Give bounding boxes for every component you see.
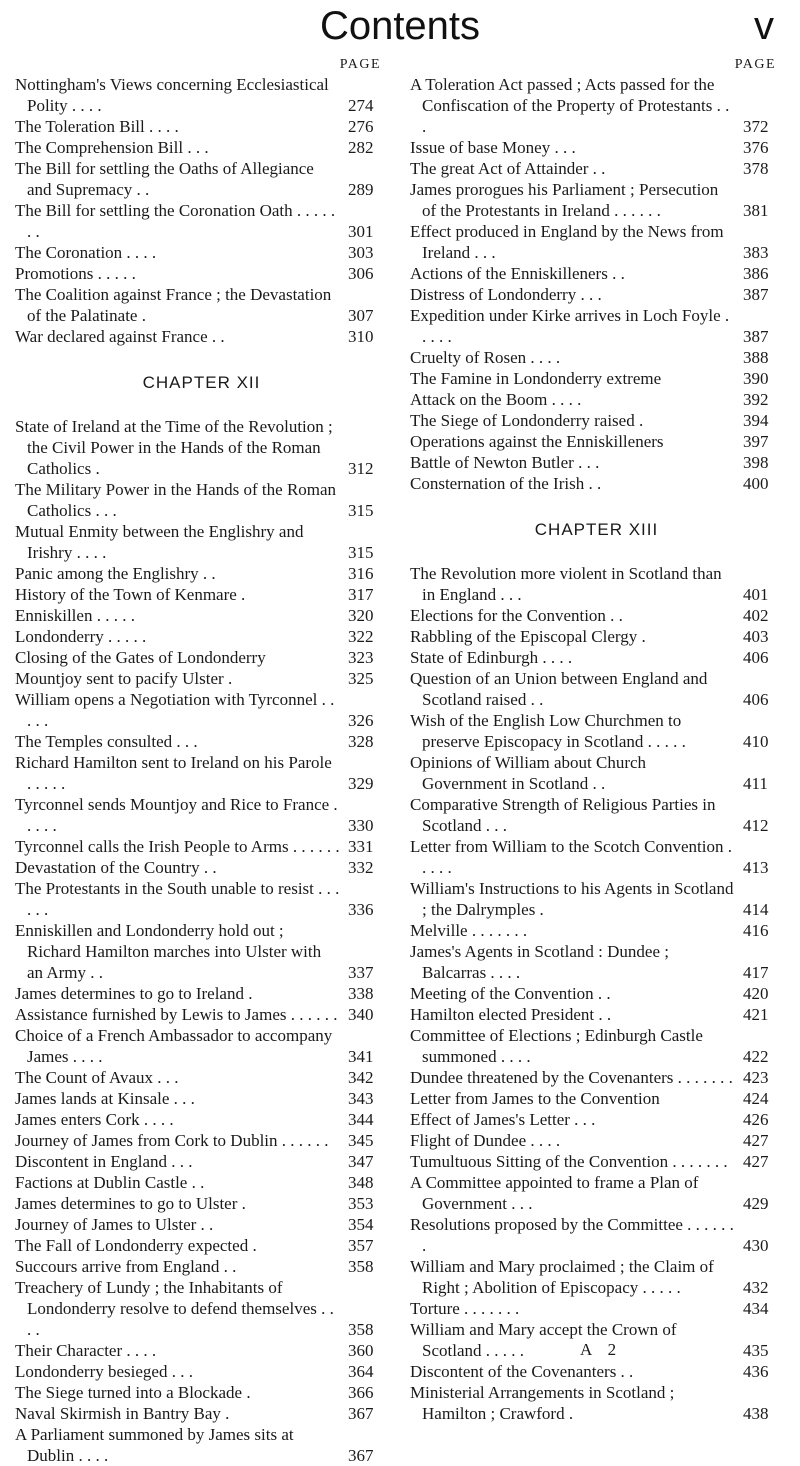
- toc-entry: [15, 794, 388, 836]
- toc-entry-title: Question of an Union between England and Scotland raised . .: [410, 669, 708, 709]
- chapter-xiii-entries: [410, 563, 783, 1424]
- toc-entry-title: The Coalition against France ; the Devastation of the Palatinate .: [15, 285, 332, 325]
- toc-entry: [410, 1025, 783, 1067]
- page-title: Contents: [319, 4, 481, 48]
- toc-entry-page: 378: [743, 159, 769, 178]
- toc-entry: [410, 836, 783, 878]
- toc-entry: [15, 647, 388, 668]
- toc-entry-page: 274: [348, 96, 374, 115]
- toc-entry: [410, 347, 783, 368]
- toc-entry: [15, 1340, 388, 1361]
- toc-entry-title: Dundee threatened by the Covenanters . . . . . . .: [410, 1068, 733, 1087]
- toc-entry-page: 338: [348, 984, 374, 1003]
- toc-entry-page: 376: [743, 138, 769, 157]
- toc-entry: [15, 668, 388, 689]
- toc-entry: [15, 116, 388, 137]
- toc-entry: [410, 647, 783, 668]
- toc-entry: [15, 1172, 388, 1193]
- toc-entry-title: Tyrconnel sends Mountjoy and Rice to France . . . . .: [15, 795, 338, 835]
- signature-mark: A 2: [580, 1340, 623, 1359]
- running-head: [0, 2, 800, 50]
- toc-entry-title: Tumultuous Sitting of the Convention . . . . . . .: [410, 1152, 728, 1171]
- toc-entry: [410, 563, 783, 605]
- chapter-heading-xiii: CHAPTER XIII: [534, 520, 659, 539]
- toc-entry-page: 387: [743, 327, 769, 346]
- toc-entry-page: 410: [743, 732, 769, 751]
- toc-entry-page: 366: [348, 1383, 374, 1402]
- toc-entry: [15, 584, 388, 605]
- toc-entry: [15, 1403, 388, 1424]
- toc-entry-page: 387: [743, 285, 769, 304]
- toc-entry: [410, 1130, 783, 1151]
- toc-entry-title: Effect produced in England by the News from Ireland . . .: [410, 222, 724, 262]
- toc-entry-title: Torture . . . . . . .: [410, 1299, 520, 1318]
- toc-entry: [410, 1361, 783, 1382]
- toc-entry: [15, 689, 388, 731]
- toc-entry-title: Devastation of the Country . .: [15, 858, 217, 877]
- toc-entry: [410, 878, 783, 920]
- toc-entry-page: 434: [743, 1299, 769, 1318]
- toc-entry-page: 315: [348, 543, 374, 562]
- toc-entry-title: Rabbling of the Episcopal Clergy .: [410, 627, 646, 646]
- toc-entry: [15, 563, 388, 584]
- toc-entry-title: William and Mary proclaimed ; the Claim of Right ; Abolition of Episcopacy . . . . .: [410, 1257, 714, 1297]
- toc-entry-title: Naval Skirmish in Bantry Bay .: [15, 1404, 230, 1423]
- toc-entry: [410, 1214, 783, 1256]
- toc-entry-title: Richard Hamilton sent to Ireland on his Parole . . . . .: [15, 753, 332, 793]
- toc-entry-title: Flight of Dundee . . . .: [410, 1131, 561, 1150]
- chapter-heading-xii: CHAPTER XII: [142, 373, 261, 392]
- toc-entry-title: James determines to go to Ireland .: [15, 984, 253, 1003]
- toc-entry-page: 417: [743, 963, 769, 982]
- toc-entry: [410, 1172, 783, 1214]
- toc-entry-title: Meeting of the Convention . .: [410, 984, 611, 1003]
- toc-entry: [410, 1109, 783, 1130]
- toc-entry-title: Nottingham's Views concerning Ecclesiastical Polity . . . .: [15, 75, 329, 115]
- toc-entry-page: 398: [743, 453, 769, 472]
- toc-entry: [15, 416, 388, 479]
- toc-entry: [410, 668, 783, 710]
- toc-entry: [410, 137, 783, 158]
- toc-entry-title: The Comprehension Bill . . .: [15, 138, 209, 157]
- toc-entry-page: 432: [743, 1278, 769, 1297]
- toc-entry-title: James prorogues his Parliament ; Persecution of the Protestants in Ireland . . . . . .: [410, 180, 719, 220]
- toc-entry-title: Distress of Londonderry . . .: [410, 285, 602, 304]
- page-column-label: PAGE: [734, 57, 776, 72]
- toc-entry: [410, 605, 783, 626]
- toc-entry-title: Tyrconnel calls the Irish People to Arms . . . . . .: [15, 837, 340, 856]
- toc-entry-title: The Bill for settling the Coronation Oath . . . . . . .: [15, 201, 336, 241]
- toc-entry-page: 438: [743, 1404, 769, 1423]
- toc-entry: [410, 1382, 783, 1424]
- toc-entry-title: Enniskillen . . . . .: [15, 606, 135, 625]
- toc-entry-page: 430: [743, 1236, 769, 1255]
- toc-entry-page: 312: [348, 459, 374, 478]
- toc-entry-page: 411: [743, 774, 768, 793]
- toc-entry-title: Choice of a French Ambassador to accompany James . . . .: [15, 1026, 333, 1066]
- toc-entry-page: 406: [743, 690, 769, 709]
- toc-entry-page: 353: [348, 1194, 374, 1213]
- toc-entry-page: 320: [348, 606, 374, 625]
- toc-entry-title: Resolutions proposed by the Committee . . . . . . .: [410, 1215, 734, 1255]
- toc-entry: [15, 1361, 388, 1382]
- toc-entry-title: Elections for the Convention . .: [410, 606, 623, 625]
- toc-entry-page: 307: [348, 306, 374, 325]
- toc-entry-page: 364: [348, 1362, 374, 1381]
- toc-entry-title: Operations against the Enniskilleners: [410, 432, 664, 451]
- toc-entry: [410, 221, 783, 263]
- toc-entry: [15, 1424, 388, 1466]
- toc-entry-title: Treachery of Lundy ; the Inhabitants of Londonderry resolve to defend themselves . . . .: [15, 1278, 334, 1339]
- toc-entry: [410, 920, 783, 941]
- toc-entry-page: 341: [348, 1047, 374, 1066]
- toc-entry-page: 424: [743, 1089, 769, 1108]
- toc-entry-title: Journey of James to Ulster . .: [15, 1215, 214, 1234]
- toc-entry-title: Wish of the English Low Churchmen to preserve Episcopacy in Scotland . . . . .: [410, 711, 686, 751]
- toc-entry: [15, 1004, 388, 1025]
- toc-entry-page: 386: [743, 264, 769, 283]
- toc-entry-title: The Count of Avaux . . .: [15, 1068, 179, 1087]
- toc-entry-title: A Parliament summoned by James sits at Dublin . . . .: [15, 1425, 294, 1465]
- toc-entry-page: 422: [743, 1047, 769, 1066]
- toc-entry: [15, 158, 388, 200]
- toc-entry-title: The Toleration Bill . . . .: [15, 117, 179, 136]
- toc-entry-title: War declared against France . .: [15, 327, 225, 346]
- toc-entry-page: 336: [348, 900, 374, 919]
- toc-entry-page: 315: [348, 501, 374, 520]
- toc-entry-title: Hamilton elected President . .: [410, 1005, 612, 1024]
- toc-entry: [15, 284, 388, 326]
- page-column-label: PAGE: [339, 57, 381, 72]
- toc-entry-page: 301: [348, 222, 374, 241]
- toc-entry-title: The Famine in Londonderry extreme: [410, 369, 662, 388]
- toc-entry: [410, 74, 783, 137]
- toc-entry-page: 332: [348, 858, 374, 877]
- toc-entry-title: The Military Power in the Hands of the Roman Catholics . . .: [15, 480, 337, 520]
- toc-entry: [15, 1382, 388, 1403]
- page-numeral: v: [754, 4, 774, 48]
- toc-entry: [15, 626, 388, 647]
- toc-entry-page: 329: [348, 774, 374, 793]
- toc-entry-title: Attack on the Boom . . . .: [410, 390, 582, 409]
- toc-entry-page: 402: [743, 606, 769, 625]
- toc-entry: [15, 263, 388, 284]
- toc-entry: [410, 410, 783, 431]
- toc-entry-page: 316: [348, 564, 374, 583]
- toc-entry-title: James's Agents in Scotland : Dundee ; Balcarras . . . .: [410, 942, 669, 982]
- toc-entry: [410, 941, 783, 983]
- toc-entry-title: Melville . . . . . . .: [410, 921, 528, 940]
- toc-entry: [15, 242, 388, 263]
- toc-entry-title: Panic among the Englishry . .: [15, 564, 216, 583]
- toc-entry-page: 367: [348, 1404, 374, 1423]
- toc-entry-page: 331: [348, 837, 374, 856]
- toc-entry-title: James lands at Kinsale . . .: [15, 1089, 195, 1108]
- toc-entry: [410, 305, 783, 347]
- toc-entry: [410, 1004, 783, 1025]
- toc-entry-page: 347: [348, 1152, 374, 1171]
- toc-entry-page: 340: [348, 1005, 374, 1024]
- toc-entry-page: 392: [743, 390, 769, 409]
- toc-entry-title: Enniskillen and Londonderry hold out ; Richard Hamilton marches into Ulster with an Army . .: [15, 921, 322, 982]
- toc-entry: [410, 263, 783, 284]
- toc-entry: [15, 1193, 388, 1214]
- toc-entry-page: 427: [743, 1152, 769, 1171]
- toc-entry-page: 383: [743, 243, 769, 262]
- toc-entry-page: 413: [743, 858, 769, 877]
- toc-entry-page: 326: [348, 711, 374, 730]
- toc-entry: [410, 452, 783, 473]
- toc-entry-page: 403: [743, 627, 769, 646]
- toc-entry-page: 360: [348, 1341, 374, 1360]
- toc-entry: [410, 1151, 783, 1172]
- toc-entry-page: 303: [348, 243, 374, 262]
- toc-entry: [15, 731, 388, 752]
- toc-entry-page: 426: [743, 1110, 769, 1129]
- toc-entry-page: 310: [348, 327, 374, 346]
- toc-entry-page: 348: [348, 1173, 374, 1192]
- toc-entry-title: Effect of James's Letter . . .: [410, 1110, 596, 1129]
- toc-entry-title: James determines to go to Ulster .: [15, 1194, 246, 1213]
- toc-entry-title: Battle of Newton Butler . . .: [410, 453, 600, 472]
- toc-entry-title: State of Ireland at the Time of the Revolution ; the Civil Power in the Hands of the Roman Catholics .: [15, 417, 333, 478]
- toc-entry: [15, 1277, 388, 1340]
- toc-entry: [410, 158, 783, 179]
- toc-entry-title: Their Character . . . .: [15, 1341, 157, 1360]
- toc-entry: [410, 179, 783, 221]
- toc-entry: [410, 1298, 783, 1319]
- chapter-xii-entries: [15, 416, 388, 1466]
- toc-entry-page: 358: [348, 1257, 374, 1276]
- toc-entry-title: The Bill for settling the Oaths of Allegiance and Supremacy . .: [15, 159, 314, 199]
- toc-entry: [15, 1256, 388, 1277]
- toc-entry: [15, 857, 388, 878]
- toc-entry-page: 358: [348, 1320, 374, 1339]
- toc-entry-title: Londonderry besieged . . .: [15, 1362, 193, 1381]
- toc-entry-title: Expedition under Kirke arrives in Loch Foyle . . . . .: [410, 306, 730, 346]
- toc-entry: [15, 1067, 388, 1088]
- toc-entry-title: The Fall of Londonderry expected .: [15, 1236, 257, 1255]
- toc-entry: [15, 479, 388, 521]
- toc-entry: [15, 983, 388, 1004]
- toc-entry-page: 400: [743, 474, 769, 493]
- toc-entry: [410, 626, 783, 647]
- toc-entry-page: 328: [348, 732, 374, 751]
- toc-entry: [410, 368, 783, 389]
- toc-entry-title: History of the Town of Kenmare .: [15, 585, 246, 604]
- toc-entry-title: William's Instructions to his Agents in Scotland ; the Dalrymples .: [410, 879, 734, 919]
- toc-entry: [410, 710, 783, 752]
- toc-entry: [15, 521, 388, 563]
- toc-entry-title: William and Mary accept the Crown of Scotland . . . . .: [410, 1320, 677, 1360]
- toc-entry-page: 421: [743, 1005, 769, 1024]
- toc-entry-page: 367: [348, 1446, 374, 1465]
- toc-entry: [410, 1067, 783, 1088]
- toc-entry-page: 412: [743, 816, 769, 835]
- toc-entry: [410, 284, 783, 305]
- toc-entry-page: 388: [743, 348, 769, 367]
- toc-entry-title: James enters Cork . . . .: [15, 1110, 174, 1129]
- toc-entry-page: 354: [348, 1215, 374, 1234]
- toc-entry-title: Discontent of the Covenanters . .: [410, 1362, 634, 1381]
- toc-entry-page: 416: [743, 921, 769, 940]
- toc-entry-page: 344: [348, 1110, 374, 1129]
- toc-entry: [15, 1088, 388, 1109]
- toc-entry: [410, 983, 783, 1004]
- toc-entry-title: Closing of the Gates of Londonderry: [15, 648, 266, 667]
- toc-entry: [15, 752, 388, 794]
- toc-entry-title: The Protestants in the South unable to resist . . . . . .: [15, 879, 340, 919]
- toc-entry: [410, 794, 783, 836]
- left-top-entries: [15, 74, 388, 347]
- toc-entry-title: Consternation of the Irish . .: [410, 474, 602, 493]
- toc-entry-page: 414: [743, 900, 769, 919]
- toc-entry-page: 436: [743, 1362, 769, 1381]
- toc-entry: [15, 137, 388, 158]
- toc-entry-page: 345: [348, 1131, 374, 1150]
- toc-entry-page: 317: [348, 585, 374, 604]
- toc-entry-page: 289: [348, 180, 374, 199]
- toc-entry: [15, 74, 388, 116]
- toc-entry-title: A Committee appointed to frame a Plan of Government . . .: [410, 1173, 699, 1213]
- toc-entry-page: 323: [348, 648, 374, 667]
- toc-entry-page: 397: [743, 432, 769, 451]
- toc-entry: [15, 920, 388, 983]
- toc-entry-title: Comparative Strength of Religious Parties in Scotland . . .: [410, 795, 716, 835]
- toc-entry-title: Cruelty of Rosen . . . .: [410, 348, 561, 367]
- toc-entry-title: The great Act of Attainder . .: [410, 159, 606, 178]
- right-column: [410, 56, 783, 1424]
- toc-entry-page: 372: [743, 117, 769, 136]
- toc-entry: [15, 326, 388, 347]
- toc-entry: [410, 473, 783, 494]
- toc-entry: [15, 1109, 388, 1130]
- toc-entry: [15, 200, 388, 242]
- toc-entry-title: Issue of base Money . . .: [410, 138, 576, 157]
- toc-entry-page: 357: [348, 1236, 374, 1255]
- toc-entry-page: 330: [348, 816, 374, 835]
- toc-entry-title: Discontent in England . . .: [15, 1152, 193, 1171]
- toc-entry: [15, 1025, 388, 1067]
- toc-entry-page: 342: [348, 1068, 374, 1087]
- toc-entry-title: Actions of the Enniskilleners . .: [410, 264, 625, 283]
- toc-entry-page: 282: [348, 138, 374, 157]
- toc-entry-title: Promotions . . . . .: [15, 264, 136, 283]
- toc-entry-title: The Temples consulted . . .: [15, 732, 198, 751]
- toc-entry-page: 427: [743, 1131, 769, 1150]
- toc-entry: [15, 1130, 388, 1151]
- toc-entry-title: Mutual Enmity between the Englishry and Irishry . . . .: [15, 522, 304, 562]
- toc-entry-title: State of Edinburgh . . . .: [410, 648, 573, 667]
- toc-entry-title: The Siege of Londonderry raised .: [410, 411, 644, 430]
- toc-entry-title: The Revolution more violent in Scotland than in England . . .: [410, 564, 722, 604]
- left-column: [15, 56, 388, 1466]
- toc-entry-page: 423: [743, 1068, 769, 1087]
- toc-entry-title: The Siege turned into a Blockade .: [15, 1383, 251, 1402]
- toc-entry-title: Factions at Dublin Castle . .: [15, 1173, 205, 1192]
- toc-entry: [15, 836, 388, 857]
- toc-entry-title: Ministerial Arrangements in Scotland ; Hamilton ; Crawford .: [410, 1383, 675, 1423]
- toc-entry-page: 429: [743, 1194, 769, 1213]
- toc-entry-page: 306: [348, 264, 374, 283]
- toc-entry-page: 276: [348, 117, 374, 136]
- toc-entry-page: 381: [743, 201, 769, 220]
- toc-entry-title: Opinions of William about Church Government in Scotland . .: [410, 753, 647, 793]
- toc-entry-page: 337: [348, 963, 374, 982]
- toc-entry-page: 325: [348, 669, 374, 688]
- toc-entry-title: Assistance furnished by Lewis to James . . . . . .: [15, 1005, 338, 1024]
- toc-entry: [15, 605, 388, 626]
- toc-entry-title: Letter from William to the Scotch Convention . . . . .: [410, 837, 732, 877]
- toc-entry-title: William opens a Negotiation with Tyrconnel . . . . .: [15, 690, 335, 730]
- toc-entry: [410, 752, 783, 794]
- toc-entry-page: 322: [348, 627, 374, 646]
- toc-entry: [15, 1151, 388, 1172]
- right-top-entries: [410, 74, 783, 494]
- toc-entry-title: Journey of James from Cork to Dublin . . . . . .: [15, 1131, 329, 1150]
- toc-entry-page: 420: [743, 984, 769, 1003]
- toc-entry: [410, 1256, 783, 1298]
- toc-entry: [15, 878, 388, 920]
- toc-entry: [15, 1214, 388, 1235]
- toc-entry-page: 406: [743, 648, 769, 667]
- toc-entry-title: Committee of Elections ; Edinburgh Castle summoned . . . .: [410, 1026, 703, 1066]
- toc-entry-page: 401: [743, 585, 769, 604]
- toc-entry-title: Mountjoy sent to pacify Ulster .: [15, 669, 233, 688]
- toc-entry-page: 390: [743, 369, 769, 388]
- toc-entry-title: The Coronation . . . .: [15, 243, 157, 262]
- toc-entry-title: A Toleration Act passed ; Acts passed for the Confiscation of the Property of Protestants . . .: [410, 75, 730, 136]
- toc-entry-title: Letter from James to the Convention: [410, 1089, 660, 1108]
- toc-entry-title: Succours arrive from England . .: [15, 1257, 237, 1276]
- toc-entry: [410, 431, 783, 452]
- toc-entry-page: 343: [348, 1089, 374, 1108]
- toc-entry: [410, 1088, 783, 1109]
- toc-entry: [410, 389, 783, 410]
- toc-entry-page: 394: [743, 411, 769, 430]
- toc-entry: [15, 1235, 388, 1256]
- toc-entry-title: Londonderry . . . . .: [15, 627, 147, 646]
- toc-entry-page: 435: [743, 1341, 769, 1360]
